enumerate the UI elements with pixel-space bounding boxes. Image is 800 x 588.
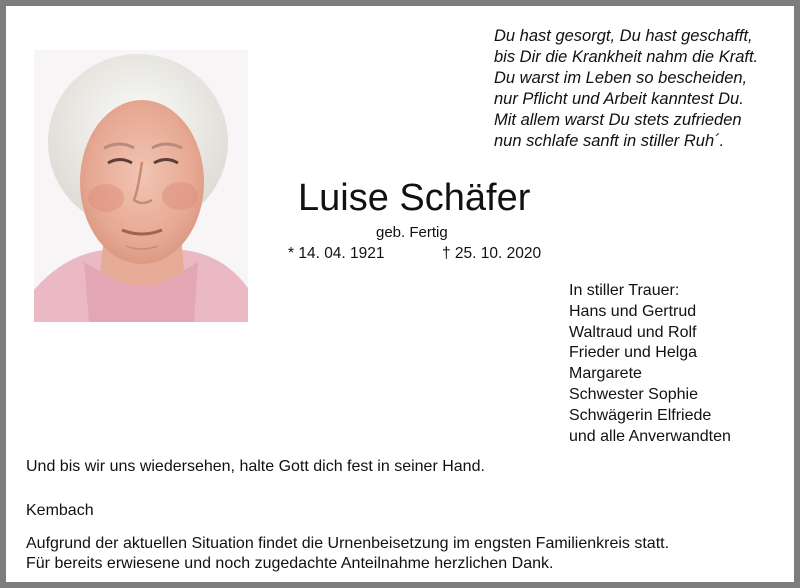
mourner-entry: Schwägerin Elfriede <box>569 406 712 424</box>
death-date: † 25. 10. 2020 <box>442 245 542 262</box>
mourners-intro: In stiller Trauer: <box>569 282 680 299</box>
deceased-name: Luise Schäfer <box>298 177 531 219</box>
mourner-entry: Hans und Gertrud <box>569 302 697 320</box>
portrait-photo <box>34 50 248 322</box>
poem-line: nun schlafe sanft in stiller Ruh´. <box>494 132 725 150</box>
mourner-entry: und alle Anverwandten <box>569 427 731 445</box>
mourner-entry: Frieder und Helga <box>569 344 698 362</box>
poem-line: Du warst im Leben so bescheiden, <box>494 69 748 87</box>
poem-line: nur Pflicht und Arbeit kanntest Du. <box>494 90 744 108</box>
place-name: Kembach <box>26 502 94 519</box>
mourner-entry: Waltraud und Rolf <box>569 323 697 341</box>
funeral-note: Aufgrund der aktuellen Situation findet die Urnenbeisetzung im engsten Familienkreis statt. <box>26 535 670 552</box>
mourner-entry: Margarete <box>569 365 642 383</box>
maiden-name: geb. Fertig <box>376 224 448 241</box>
poem-line: bis Dir die Krankheit nahm die Kraft. <box>494 48 759 66</box>
mourner-entry: Schwester Sophie <box>569 385 698 403</box>
birth-date: * 14. 04. 1921 <box>288 245 385 262</box>
memorial-poem <box>494 26 800 152</box>
thanks-note: Für bereits erwiesene und noch zugedachte Anteilnahme herzlichen Dank. <box>26 555 554 572</box>
mourners-list <box>569 281 799 447</box>
poem-line: Mit allem warst Du stets zufrieden <box>494 111 742 129</box>
poem-line: Du hast gesorgt, Du hast geschafft, <box>494 27 753 45</box>
farewell-quote: Und bis wir uns wiedersehen, halte Gott dich fest in seiner Hand. <box>26 458 485 475</box>
